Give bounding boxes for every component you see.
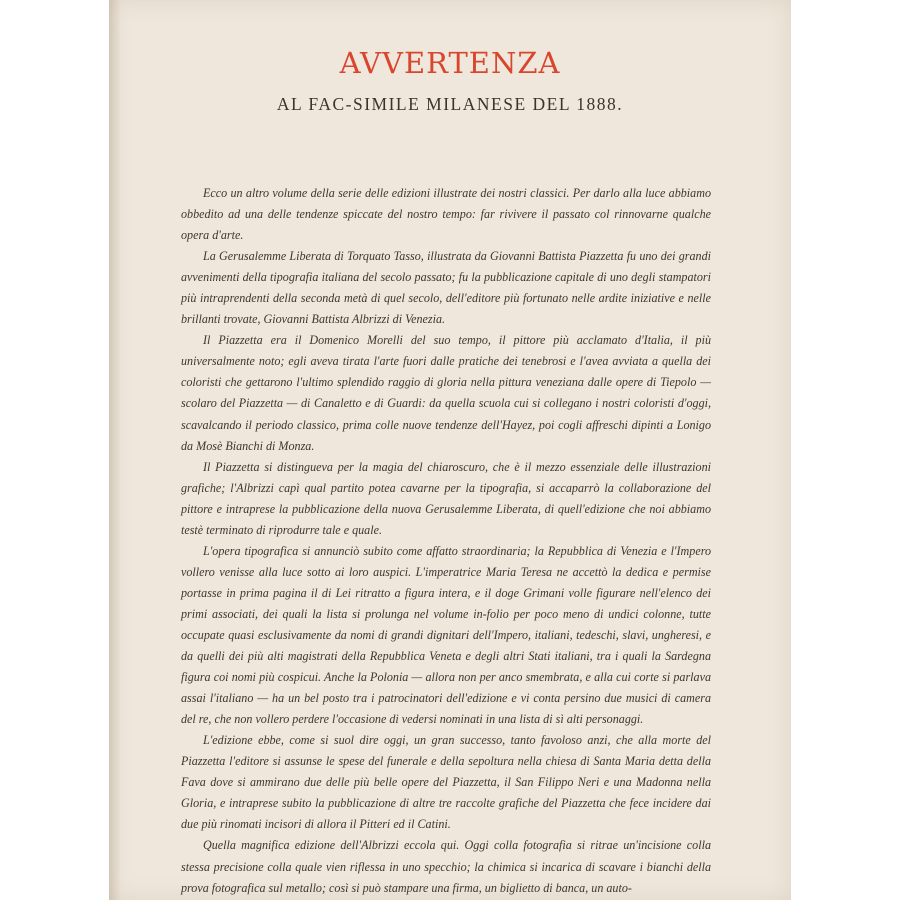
page-subtitle: AL FAC-SIMILE MILANESE DEL 1888.	[276, 94, 624, 114]
paragraph: Ecco un altro volume della serie delle edizioni illustrate dei nostri classici. Per darlo alla luce abbiamo obbedito ad una delle tendenze spiccate del nostro tempo: far rivivere il passato col rinnovarne qualche opera d'arte.	[181, 186, 711, 243]
paragraph: L'edizione ebbe, come si suol dire oggi, un gran successo, tanto favoloso anzi, che alla morte del Piazzetta l'editore si assunse le spese del funerale e della sepoltura nella chiesa di Santa Maria detta della Fava dove si ammirano due delle più belle opere del Piazzetta, il San Filippo Neri e una Madonna nella Gloria, e intraprese subito la pubblicazione di altre tre raccolte grafiche del Piazzetta che fece incidere dai due più rinomati incisori di allora il Pitteri ed il Catini.	[181, 733, 711, 832]
paragraph: L'opera tipografica si annunciò subito come affatto straordinaria; la Repubblica di Venezia e l'Impero vollero venisse alla luce sotto ai loro auspici. L'imperatrice Maria Teresa ne accettò la dedica e permise portasse in prima pagina il di Lei ritratto a figura intera, e il doge Grimani volle figurare nell'elenco dei primi associati, dei quali la lista si prolunga nel volume in-folio per poco meno di undici colonne, tutte occupate quasi esclusivamente da nomi di grandi dignitari dell'Impero, italiani, tedeschi, slavi, ungheresi, e da quelli dei più alti magistrati della Repubblica Veneta e degli altri Stati italiani, tra i quali la Sardegna figura coi nomi più cospicui. Anche la Polonia — allora non per anco smembrata, e alla cui corte si parlava assai l'italiano — ha un bel posto tra i patrocinatori dell'edizione e vi conta persino due musici di camera del re, che non vollero perdere l'occasione di vedersi nominati in una lista di sì alti personaggi.	[181, 543, 711, 727]
book-page	[109, 0, 791, 900]
paragraph: Il Piazzetta era il Domenico Morelli del suo tempo, il pittore più acclamato d'Italia, il più universalmente noto; egli aveva tirata l'arte fuori dalle pratiche dei tenebrosi e l'avea avviata a quella dei coloristi che gettarono l'ultimo splendido raggio di gloria nella pittura veneziana dalle opere di Tiepolo — scolaro del Piazzetta — di Canaletto e di Guardi: da quella scuola cui si collegano i nostri coloristi d'oggi, scavalcando il periodo classico, prima colle nuove tendenze dell'Hayez, poi cogli affreschi dipinti a Lonigo da Mosè Bianchi di Monza.	[181, 333, 711, 453]
paragraph: La Gerusalemme Liberata di Torquato Tasso, illustrata da Giovanni Battista Piazzetta fu uno dei grandi avvenimenti della tipografia italiana del secolo passato; fu la pubblicazione capitale di uno degli stampatori più intraprendenti della seconda metà di quel secolo, dell'editore più fortunato nelle ardite iniziative e nelle brillanti trovate, Giovanni Battista Albrizzi di Venezia.	[181, 249, 711, 327]
body-text	[181, 183, 711, 899]
paragraph: Il Piazzetta si distingueva per la magia del chiaroscuro, che è il mezzo essenziale delle illustrazioni grafiche; l'Albrizzi capì qual partito potea cavarne per la tipografia, si accaparrò la collaborazione del pittore e intraprese la pubblicazione della nuova Gerusalemme Liberata, di quell'edizione che noi abbiamo testè terminato di riprodurre tale e quale.	[181, 459, 711, 537]
page-spine-shadow	[109, 0, 121, 900]
paragraph: Quella magnifica edizione dell'Albrizzi eccola qui. Oggi colla fotografia si ritrae un'incisione colla stessa precisione colla quale vien riflessa in uno specchio; la chimica si incarica di scavare i bianchi della prova fotografica sul metallo; così si può stampare una firma, un biglietto di banca, un auto-	[181, 838, 711, 895]
page-title: AVVERTENZA	[339, 46, 561, 80]
